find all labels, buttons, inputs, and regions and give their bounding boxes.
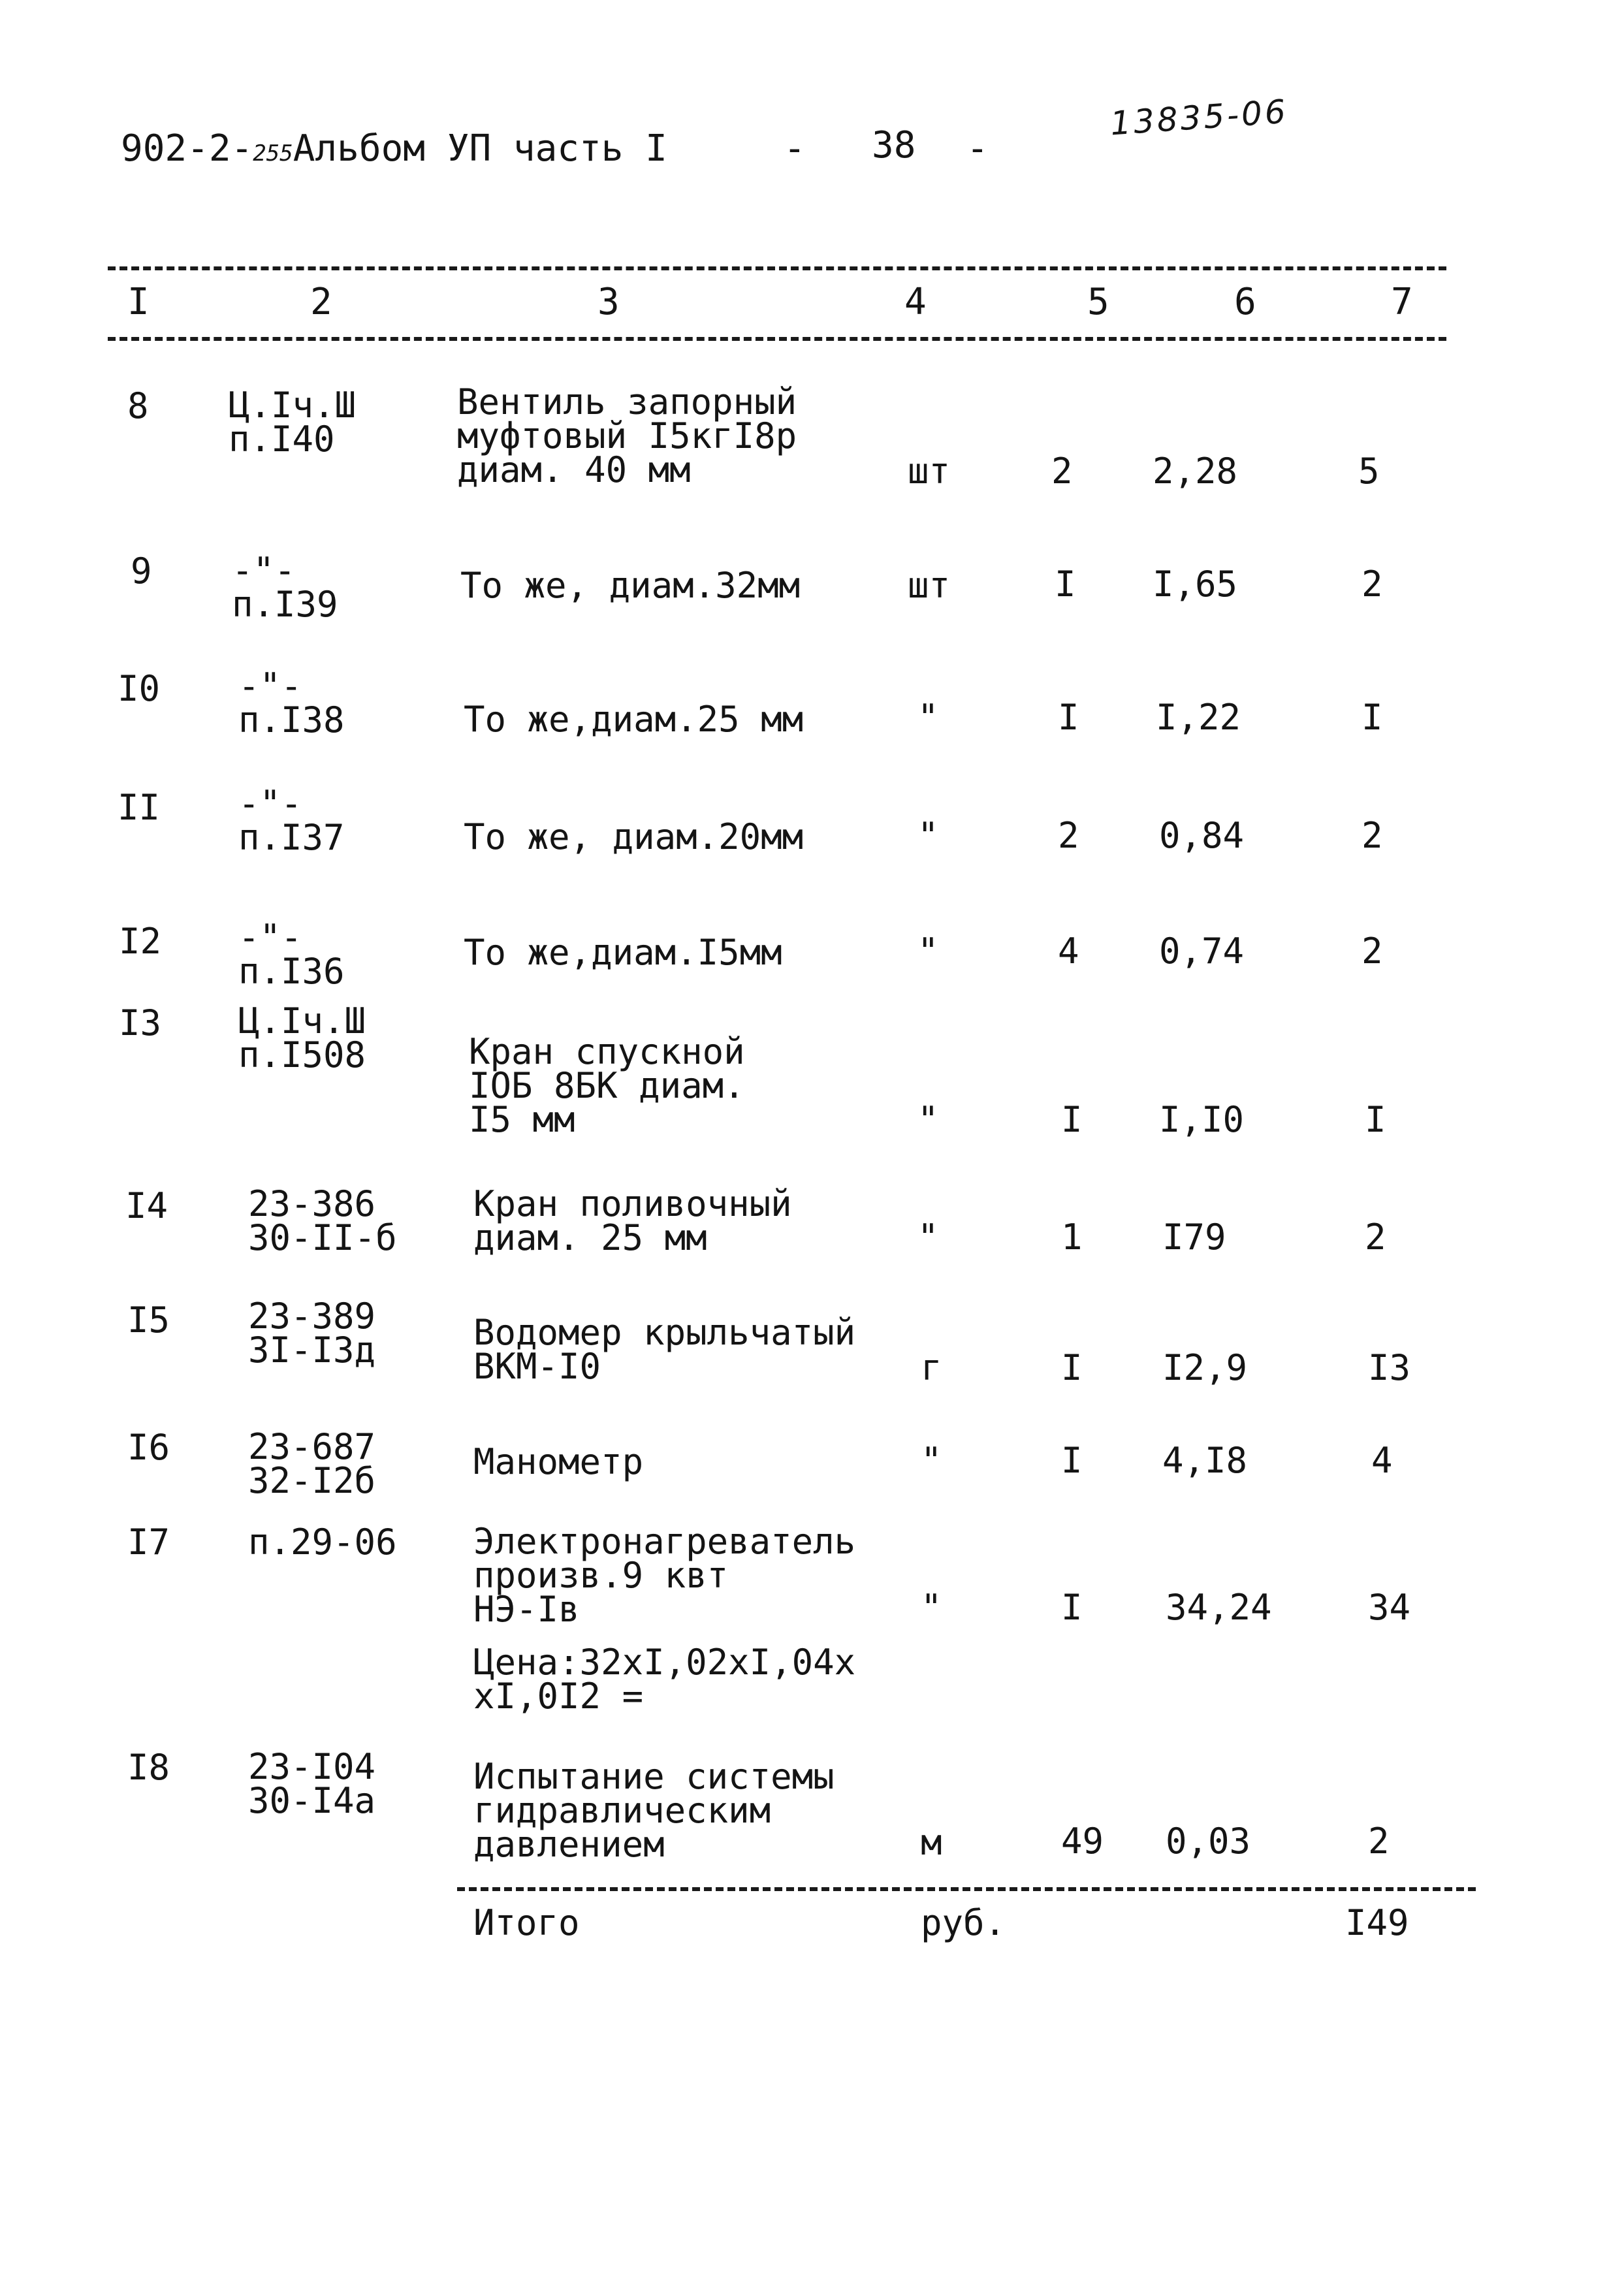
row-unit: " — [917, 1099, 939, 1140]
row-number: I8 — [127, 1747, 170, 1788]
header-rule-bottom — [108, 337, 1446, 341]
row-quantity: 2 — [1051, 451, 1073, 492]
row-number: II — [118, 787, 161, 828]
row-sum: 34 — [1368, 1587, 1411, 1628]
row-number: I0 — [118, 668, 161, 709]
row-sum: 2 — [1365, 1217, 1386, 1258]
row-number: I6 — [127, 1427, 170, 1468]
row-unit: м — [921, 1822, 942, 1863]
row-reference: 23-389 3I-I3д — [248, 1296, 376, 1371]
row-price: I79 — [1162, 1217, 1226, 1258]
row-reference: п.29-06 — [248, 1521, 397, 1563]
row-price: 34,24 — [1166, 1587, 1272, 1628]
row-sum: 2 — [1361, 931, 1383, 972]
row-price: 0,74 — [1159, 931, 1245, 972]
row-unit: г — [921, 1347, 942, 1388]
row-price: I,65 — [1153, 564, 1238, 605]
row-number: I3 — [119, 1002, 162, 1043]
row-price: I2,9 — [1162, 1347, 1248, 1388]
handwritten-number: 13835-06 — [1109, 92, 1290, 143]
row-quantity: 49 — [1061, 1821, 1104, 1862]
row-number: I7 — [127, 1521, 170, 1563]
row-name: Электронагреватель произв.9 квт НЭ-Iв — [473, 1521, 856, 1630]
row-name: Кран поливочный диам. 25 мм — [473, 1183, 792, 1258]
row-number: I4 — [125, 1185, 168, 1226]
row-name: Кран спускной IОБ 8БК диам. I5 мм — [469, 1031, 745, 1140]
row-quantity: 2 — [1058, 815, 1079, 856]
row-price: 0,03 — [1166, 1821, 1251, 1862]
column-header-6: 6 — [1234, 281, 1256, 323]
row-unit: шт — [908, 565, 951, 606]
row-name: Манометр — [473, 1441, 644, 1482]
row-number: 9 — [131, 550, 152, 592]
page-dash-left: - — [784, 127, 806, 170]
row-reference: 23-I04 30-I4а — [248, 1746, 376, 1821]
row-name: Испытание системы гидравлическим давлением — [473, 1756, 835, 1865]
row-reference: 23-386 30-II-б — [248, 1183, 397, 1258]
row-sum: 5 — [1358, 451, 1380, 492]
row-name: То же,диам.I5мм — [464, 932, 782, 973]
total-sum: I49 — [1345, 1902, 1409, 1943]
row-quantity: I — [1055, 564, 1076, 605]
row-quantity: I — [1058, 697, 1079, 738]
page-number: 38 — [872, 124, 916, 167]
column-header-2: 2 — [310, 281, 332, 323]
row-name: Водомер крыльчатый ВКМ-I0 — [473, 1312, 856, 1387]
row-unit: " — [917, 815, 939, 856]
row-price: 2,28 — [1153, 451, 1238, 492]
total-rule — [457, 1887, 1476, 1891]
total-unit: руб. — [921, 1902, 1006, 1943]
row-unit: " — [921, 1587, 942, 1628]
row-number: I2 — [119, 921, 162, 962]
row-unit: шт — [908, 451, 951, 492]
row-unit: " — [921, 1440, 942, 1481]
row-number: 8 — [127, 385, 149, 426]
row-quantity: I — [1061, 1440, 1083, 1481]
row-quantity: I — [1061, 1587, 1083, 1628]
row-quantity: I — [1061, 1099, 1083, 1140]
row-reference: Ц.Iч.Ш п.I508 — [238, 1000, 366, 1075]
row-unit: " — [917, 931, 939, 972]
row-price: I,I0 — [1159, 1099, 1245, 1140]
row-name: Вентиль запорный муфтовый I5кгI8р диам. 40 мм — [457, 381, 797, 490]
row-reference: -"- п.I38 — [238, 665, 345, 741]
row-sum: 4 — [1371, 1440, 1393, 1481]
page-dash-right: - — [966, 127, 989, 170]
row-quantity: 4 — [1058, 931, 1079, 972]
price-calculation-note: Цена:32xI,02xI,04x xI,0I2 = — [473, 1642, 856, 1717]
header-rule-top — [108, 266, 1446, 270]
row-quantity: I — [1061, 1347, 1083, 1388]
row-sum: I3 — [1368, 1347, 1411, 1388]
column-header-3: 3 — [597, 281, 620, 323]
row-reference: 23-687 32-I2б — [248, 1426, 376, 1501]
row-name: То же, диам.20мм — [464, 816, 804, 857]
row-name: То же,диам.25 мм — [464, 699, 804, 740]
row-price: 0,84 — [1159, 815, 1245, 856]
row-number: I5 — [127, 1299, 170, 1341]
row-sum: 2 — [1361, 815, 1383, 856]
row-reference: -"- п.I37 — [238, 783, 345, 858]
column-header-7: 7 — [1391, 281, 1413, 323]
column-header-4: 4 — [904, 281, 927, 323]
column-header-1: I — [127, 281, 150, 323]
row-sum: 2 — [1361, 564, 1383, 605]
row-unit: " — [917, 1217, 939, 1258]
column-header-5: 5 — [1087, 281, 1109, 323]
row-sum: I — [1365, 1099, 1386, 1140]
row-reference: Ц.Iч.Ш п.I40 — [229, 385, 357, 460]
row-price: I,22 — [1156, 697, 1241, 738]
document-code: 902-2-255Альбом УП часть I — [121, 127, 667, 170]
row-unit: " — [917, 697, 939, 738]
row-quantity: 1 — [1061, 1217, 1083, 1258]
row-reference: -"- п.I36 — [238, 917, 345, 992]
row-reference: -"- п.I39 — [232, 550, 338, 625]
row-name: То же, диам.32мм — [460, 565, 801, 606]
row-sum: I — [1361, 697, 1383, 738]
row-price: 4,I8 — [1162, 1440, 1248, 1481]
total-label: Итого — [473, 1902, 580, 1943]
row-sum: 2 — [1368, 1821, 1390, 1862]
